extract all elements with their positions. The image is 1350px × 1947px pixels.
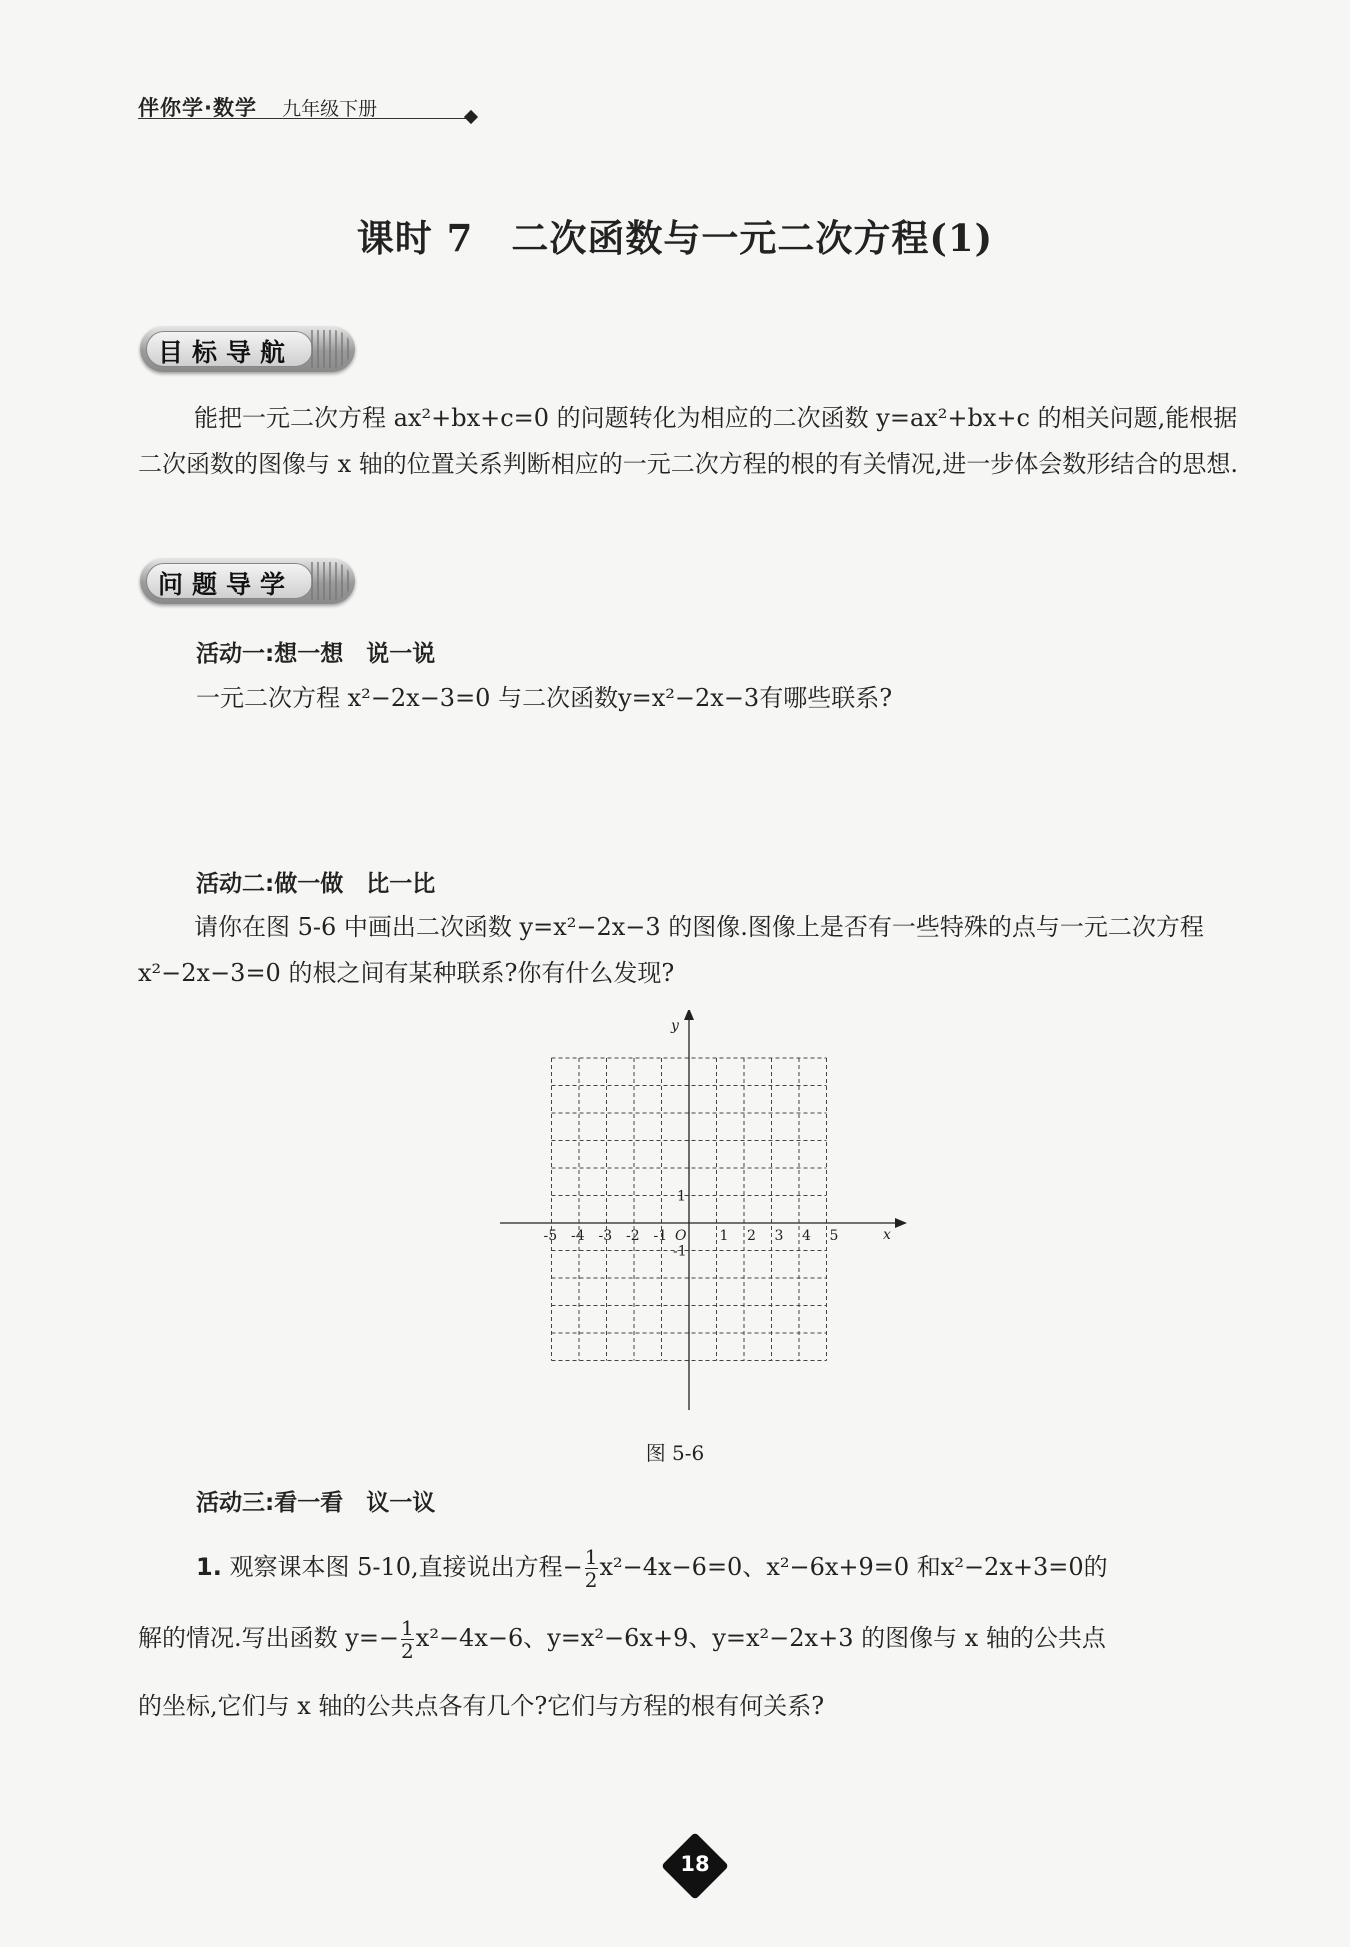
fraction-half-2: $\frac{1}{2}$ [401, 1616, 414, 1663]
goal-banner-label: 目标导航 [158, 338, 295, 367]
fraction-half-1: $\frac{1}{2}$ [584, 1545, 598, 1592]
x-tick-label: 4 [802, 1228, 811, 1244]
x-tick-label: 1 [719, 1228, 729, 1244]
question1-text-a: 观察课本图 5-10,直接说出方程− [229, 1553, 583, 1581]
x-tick-label: -1 [653, 1228, 668, 1244]
header-diamond-icon [464, 110, 478, 124]
activity1-text: 一元二次方程 x²−2x−3=0 与二次函数y=x²−2x−3有哪些联系? [196, 684, 893, 712]
x-tick-label: -2 [626, 1228, 640, 1244]
question1-text-b: x²−4x−6=0、x²−6x+9=0 和x²−2x+3=0的 [599, 1553, 1108, 1581]
x-tick-label: -4 [571, 1228, 585, 1244]
activity1-title: 活动一:想一想 说一说 [196, 641, 436, 667]
y-tick-label: 1 [677, 1188, 686, 1205]
problem-banner-label: 问题导学 [158, 570, 295, 599]
x-tick-label: 2 [747, 1228, 756, 1244]
page-number: 18 [680, 1852, 710, 1876]
y-tick-label: -1 [673, 1243, 687, 1260]
coordinate-grid-figure [495, 1010, 915, 1420]
x-tick-label: -3 [598, 1228, 613, 1244]
page-title: 课时 7 二次函数与一元二次方程(1) [356, 216, 994, 260]
figure-caption: 图 5-6 [645, 1441, 705, 1465]
question1-line3: 的坐标,它们与 x 轴的公共点各有几个?它们与方程的根有何关系? [138, 1692, 825, 1720]
x-tick-label: 5 [829, 1228, 839, 1244]
question1-line1 [196, 1546, 1108, 1591]
problem-banner [140, 558, 355, 604]
goal-paragraph: 能把一元二次方程 ax²+bx+c=0 的问题转化为相应的二次函数 y=ax²+bx+c 的相关问题,能根据二次函数的图像与 x 轴的位置关系判断相应的一元二次方程的根的有关情况,进一步体会数形结合的思想. [138, 404, 1239, 478]
activity3-title: 活动三:看一看 议一议 [196, 1490, 436, 1516]
goal-banner [140, 326, 355, 372]
question1-text-d: x²−4x−6、y=x²−6x+9、y=x²−2x+3 的图像与 x 轴的公共点 [415, 1624, 1106, 1652]
axes [500, 1010, 907, 1410]
activity2-text: 请你在图 5-6 中画出二次函数 y=x²−2x−3 的图像.图像上是否有一些特殊的点与一元二次方程 x²−2x−3=0 的根之间有某种联系?你有什么发现? [138, 913, 1204, 987]
question1-line2 [138, 1617, 1106, 1662]
x-axis-label: x [883, 1227, 891, 1243]
question1-number: 1. [196, 1553, 222, 1581]
activity2-title: 活动二:做一做 比一比 [196, 871, 436, 897]
x-tick-label: -5 [543, 1228, 558, 1244]
origin-label: O [675, 1228, 687, 1244]
x-tick-label: 3 [774, 1228, 784, 1244]
y-axis-label: y [671, 1018, 679, 1034]
book-grade: 九年级下册 [282, 98, 378, 120]
question1-text-c: 解的情况.写出函数 y=− [138, 1624, 400, 1652]
header-rule [138, 118, 473, 119]
book-brand: 伴你学·数学 [138, 96, 257, 120]
